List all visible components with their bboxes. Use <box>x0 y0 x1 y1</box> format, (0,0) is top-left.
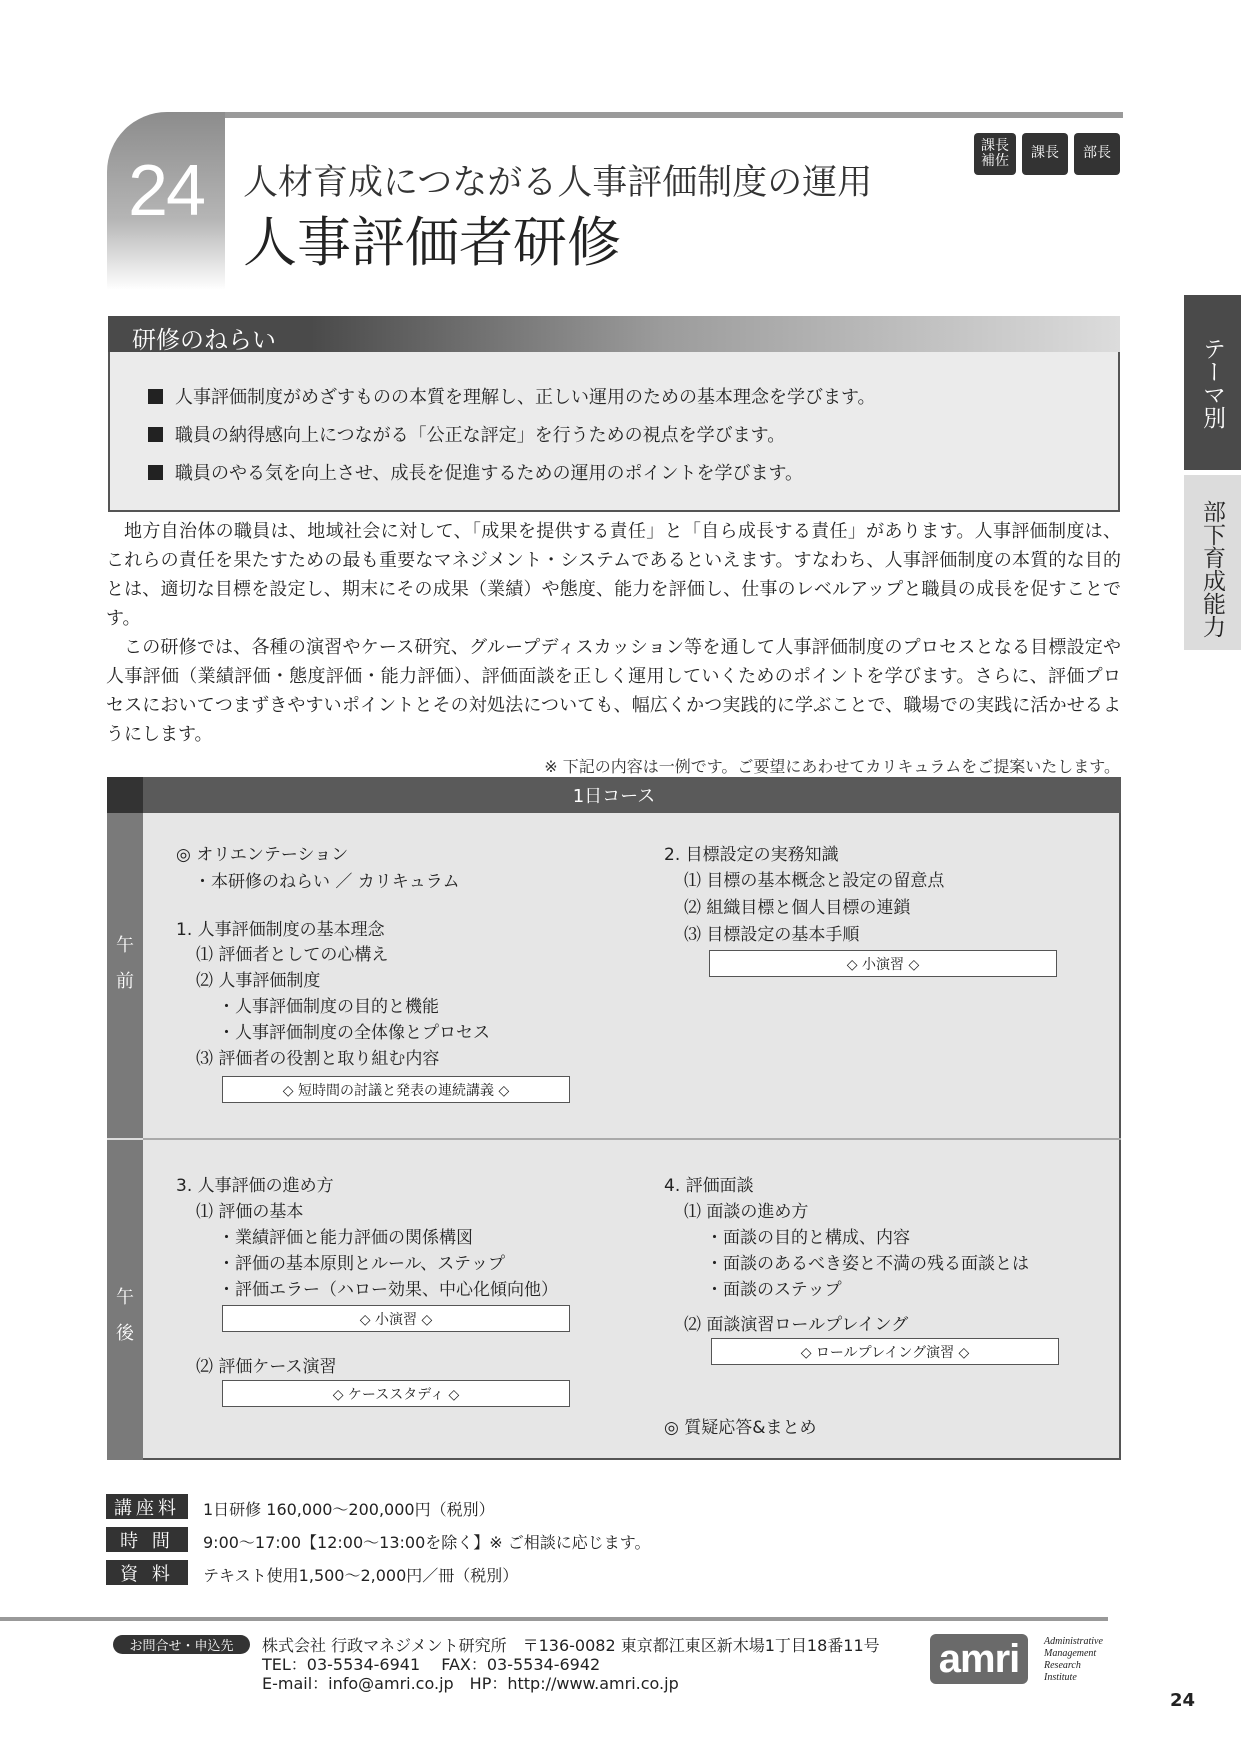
curriculum-item: ・面談のステップ <box>706 1280 842 1300</box>
curriculum-item: ⑴ 目標の基本概念と設定の留意点 <box>684 871 945 891</box>
curriculum-item: ⑶ 評価者の役割と取り組む内容 <box>196 1049 440 1069</box>
course-number: 24 <box>127 151 205 231</box>
contact-phone: TEL：03-5534-6941 FAX：03-5534-6942 <box>262 1655 601 1674</box>
curriculum-note: ※ 下記の内容は一例です。ご要望にあわせてカリキュラムをご提案いたします。 <box>544 757 1120 776</box>
curriculum-item: ⑴ 面談の進め方 <box>684 1202 809 1222</box>
aim-item <box>148 421 785 447</box>
curriculum-item: ⑵ 人事評価制度 <box>196 971 321 991</box>
curriculum-item: ・面談のあるべき姿と不満の残る面談とは <box>706 1254 1029 1274</box>
description-paragraph: この研修では、各種の演習やケース研究、グループディスカッション等を通して人事評価制度のプロセスとなる目標設定や人事評価（業績評価・態度評価・能力評価）、評価面談を正しく運用していくためのポイントを学びます。さらに、評価プロセスにおいてつまずきやすいポイントとその対処法についても、幅広くかつ実践的に学ぶことで、職場での実践に活かせるようにします。 <box>106 637 1121 745</box>
logo-word: Institute <box>1044 1672 1077 1683</box>
exercise-box: ◇ 短時間の討議と発表の連続講義 ◇ <box>222 1076 570 1103</box>
curriculum-item: 1. 人事評価制度の基本理念 <box>176 920 385 940</box>
time-value: 9:00～17:00【12:00～13:00を除く】※ ご相談に応じます。 <box>203 1533 651 1552</box>
period-char: 後 <box>116 1323 134 1344</box>
header-rule <box>225 112 1123 118</box>
fee-label: 講座料 <box>106 1494 188 1519</box>
curriculum-item: 4. 評価面談 <box>664 1176 754 1196</box>
period-char: 午 <box>116 935 134 956</box>
exercise-box: ◇ ケーススタディ ◇ <box>222 1380 570 1407</box>
curriculum-header-corner <box>107 777 143 813</box>
course-title: 人事評価者研修 <box>243 211 621 274</box>
logo-word: Research <box>1044 1660 1081 1671</box>
aims-title: 研修のねらい <box>132 326 276 354</box>
description <box>106 517 1121 749</box>
page-number: 24 <box>1170 1690 1196 1711</box>
badge-deputy-section-chief: 課長 補佐 <box>974 133 1016 175</box>
curriculum-item: ・人事評価制度の全体像とプロセス <box>218 1023 490 1043</box>
contact-label: お問合せ・申込先 <box>113 1635 250 1654</box>
logo-wordmark <box>1044 1636 1103 1684</box>
curriculum-item: ◎ オリエンテーション <box>176 845 349 865</box>
curriculum-header: 1日コース <box>107 777 1121 813</box>
curriculum-item: ・評価の基本原則とルール、ステップ <box>218 1254 505 1274</box>
logo-word: Management <box>1044 1648 1097 1659</box>
curriculum-item: ⑴ 評価の基本 <box>196 1202 304 1222</box>
material-label: 資 料 <box>106 1560 188 1585</box>
contact-web[interactable]: E-mail：info@amri.co.jp HP：http://www.amri.co.jp <box>262 1674 679 1693</box>
course-subtitle: 人材育成につながる人事評価制度の運用 <box>243 163 873 203</box>
target-level-badges <box>974 133 1120 175</box>
period-divider <box>107 1138 143 1140</box>
curriculum-item: ⑶ 目標設定の基本手順 <box>684 925 860 945</box>
fee-value: 1日研修 160,000～200,000円（税別） <box>203 1500 495 1519</box>
description-paragraph: 地方自治体の職員は、地域社会に対して、「成果を提供する責任」と「自ら成長する責任」があります。人事評価制度は、これらの責任を果たすための最も重要なマネジメント・システムであるといえます。すなわち、人事評価制度の本質的な目的とは、適切な目標を設定し、期末にその成果（業績）や態度、能力を評価し、仕事のレベルアップと職員の成長を促すことです。 <box>106 521 1121 629</box>
amri-logo: amri <box>930 1634 1028 1684</box>
curriculum-item: ◎ 質疑応答&まとめ <box>664 1418 817 1438</box>
side-tab-subordinate-development[interactable]: 部下育成能力 <box>1184 475 1241 650</box>
time-label: 時 間 <box>106 1527 188 1552</box>
period-char: 午 <box>116 1287 134 1308</box>
row-divider <box>143 1138 1121 1140</box>
curriculum-item: ・人事評価制度の目的と機能 <box>218 997 439 1017</box>
bullet-square-icon <box>148 427 163 442</box>
aim-text: 職員の納得感向上につながる「公正な評定」を行うための視点を学びます。 <box>175 425 786 446</box>
period-column <box>107 813 143 1460</box>
exercise-box: ◇ 小演習 ◇ <box>222 1305 570 1332</box>
material-value: テキスト使用1,500～2,000円／冊（税別） <box>203 1566 519 1585</box>
curriculum-item: ⑵ 面談演習ロールプレイング <box>684 1315 909 1335</box>
period-am <box>107 928 143 1000</box>
curriculum-item: ⑵ 組織目標と個人目標の連鎖 <box>684 898 911 918</box>
curriculum-item: ・本研修のねらい ／ カリキュラム <box>194 872 460 892</box>
contact-address: 株式会社 行政マネジメント研究所 〒136-0082 東京都江東区新木場1丁目18番11号 <box>262 1636 880 1655</box>
footer-rule <box>0 1617 1108 1621</box>
bullet-square-icon <box>148 389 163 404</box>
curriculum-item: ・業績評価と能力評価の関係構図 <box>218 1228 473 1248</box>
curriculum-item: 3. 人事評価の進め方 <box>176 1176 334 1196</box>
exercise-box: ◇ 小演習 ◇ <box>709 950 1057 977</box>
bullet-square-icon <box>148 465 163 480</box>
curriculum-item: ⑴ 評価者としての心構え <box>196 945 389 965</box>
curriculum-item: ・面談の目的と構成、内容 <box>706 1228 910 1248</box>
aim-item <box>148 459 803 485</box>
curriculum-item: ⑵ 評価ケース演習 <box>196 1357 337 1377</box>
period-pm <box>107 1280 143 1352</box>
logo-word: Administrative <box>1044 1636 1103 1647</box>
curriculum-item: 2. 目標設定の実務知識 <box>664 845 839 865</box>
aim-text: 人事評価制度がめざすものの本質を理解し、正しい運用のための基本理念を学びます。 <box>175 387 876 408</box>
aim-text: 職員のやる気を向上させ、成長を促進するための運用のポイントを学びます。 <box>175 463 804 484</box>
side-tab-theme[interactable]: テーマ別 <box>1184 295 1241 470</box>
curriculum-item: ・評価エラー（ハロー効果、中心化傾向他） <box>218 1280 558 1300</box>
badge-department-head: 部長 <box>1074 133 1120 175</box>
exercise-box: ◇ ロールプレイング演習 ◇ <box>711 1338 1059 1365</box>
badge-section-chief: 課長 <box>1022 133 1068 175</box>
period-char: 前 <box>116 971 134 992</box>
aim-item <box>148 383 876 409</box>
